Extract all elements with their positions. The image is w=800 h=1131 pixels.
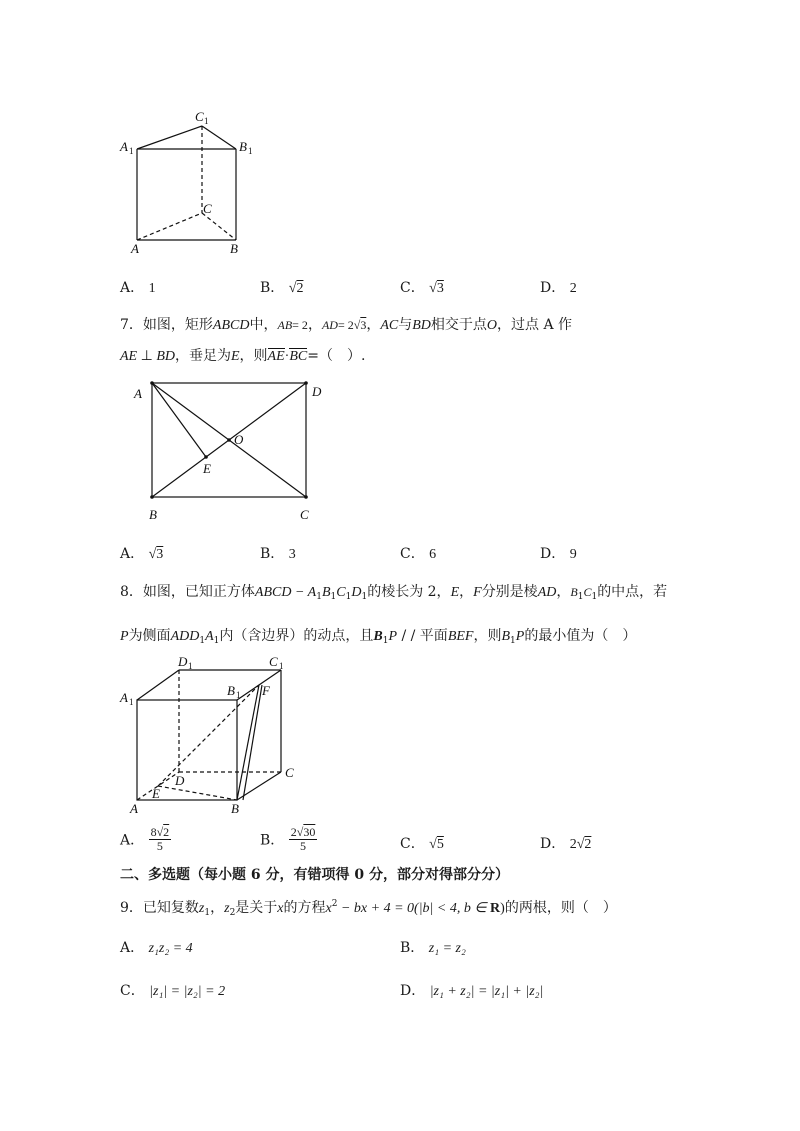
q8-option-c: C． √5 bbox=[400, 836, 444, 852]
label-D1-sub: 1 bbox=[188, 661, 193, 671]
q9-option-b: B． z₁ = z₂ bbox=[400, 940, 466, 956]
label-b1: B bbox=[239, 139, 247, 154]
q6-option-a: A． 1 bbox=[120, 280, 156, 296]
q6-option-c: C． √3 bbox=[400, 280, 444, 296]
label-B1-sub: 1 bbox=[236, 690, 241, 700]
label-F: F bbox=[262, 683, 270, 698]
label-A1: A bbox=[120, 690, 128, 705]
q7-option-d: D． 9 bbox=[540, 546, 577, 562]
q7-line1: 7．如图，矩形ABCD中，AB= 2，AD= 2√3，AC与BD相交于点O，过点 A 作 bbox=[120, 317, 573, 333]
q9-option-d: D． |z₁ + z₂| = |z₁| + |z₂| bbox=[400, 983, 544, 999]
label-A: A bbox=[130, 801, 138, 816]
label-A: A bbox=[134, 386, 142, 401]
q8-line1: 8．如图，已知正方体ABCD − $A_1B_1C_1D_1$的棱长为 2，E，F分别是棱AD，$B_1C_1$的中点，若 bbox=[120, 584, 668, 602]
q8-option-b: B． $\frac{2√30}{5}$ bbox=[260, 825, 316, 853]
label-E: E bbox=[152, 786, 160, 801]
label-C: C bbox=[300, 507, 309, 522]
q7-option-a: A． √3 bbox=[120, 546, 164, 562]
section-2-heading: 二、多选题（每小题 6 分，有错项得 0 分，部分对得部分分） bbox=[120, 867, 509, 883]
label-E: E bbox=[203, 461, 211, 476]
label-O: O bbox=[234, 432, 244, 447]
label-c: C bbox=[203, 201, 212, 216]
q8-option-d: D． 2√2 bbox=[540, 836, 592, 852]
q7-line2: AE ⊥ BD，垂足为E，则AE·BC=（ ）. bbox=[120, 348, 366, 364]
label-b: B bbox=[230, 241, 238, 256]
label-B: B bbox=[231, 801, 239, 816]
label-D1: D bbox=[178, 654, 188, 669]
label-c1-sub: 1 bbox=[204, 116, 209, 126]
label-a1-sub: 1 bbox=[129, 146, 134, 156]
q8-line2: P为侧面$ADD_1A_1$内（含边界）的动点，且$B_1P$ / / 平面BEF，则$B_1P$的最小值为（ ） bbox=[120, 628, 637, 646]
label-C1: C bbox=[269, 654, 278, 669]
label-B: B bbox=[149, 507, 157, 522]
q8-option-a: A． $\frac{8√2}{5}$ bbox=[120, 825, 170, 853]
label-b1-sub: 1 bbox=[248, 146, 253, 156]
q6-option-d: D． 2 bbox=[540, 280, 577, 296]
label-a1: A bbox=[120, 139, 128, 154]
label-a: A bbox=[131, 241, 139, 256]
label-A1-sub: 1 bbox=[129, 697, 134, 707]
label-B1: B bbox=[227, 683, 235, 698]
label-D: D bbox=[175, 773, 185, 788]
label-c1: C bbox=[195, 109, 204, 124]
q7-option-c: C． 6 bbox=[400, 546, 437, 562]
q9-stem: 9．已知复数$z_1$，$z_2$是关于x的方程$x^2$ − bx + 4 = 0(|b| < 4, b ∈ R)的两根，则（ ） bbox=[120, 899, 617, 918]
label-C1-sub: 1 bbox=[279, 661, 284, 671]
label-D: D bbox=[312, 384, 322, 399]
q9-option-c: C． |z₁| = |z₂| = 2 bbox=[120, 983, 226, 999]
q9-option-a: A． z₁z₂ = 4 bbox=[120, 940, 193, 956]
label-C: C bbox=[285, 765, 294, 780]
q7-option-b: B． 3 bbox=[260, 546, 296, 562]
q6-option-b: B． √2 bbox=[260, 280, 304, 296]
